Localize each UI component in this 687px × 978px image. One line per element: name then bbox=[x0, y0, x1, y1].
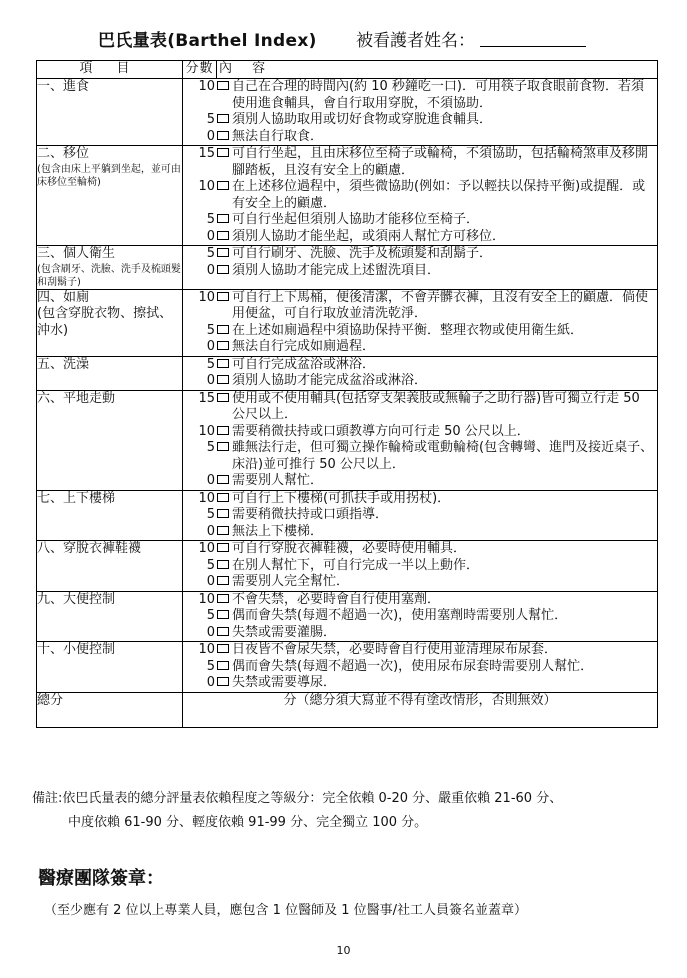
item-subtitle: (包含由床上平躺到坐起，並可由床移位至輪椅) bbox=[37, 163, 181, 188]
item-name: 五、洗澡 bbox=[37, 356, 90, 372]
option-score: 0 bbox=[206, 262, 215, 278]
item-cell bbox=[37, 390, 183, 490]
option-score: 0 bbox=[206, 574, 215, 589]
option-row bbox=[183, 608, 657, 625]
option-text: 可自行坐起，且由床移位至椅子或輪椅，不須協助，包括輪椅煞車及移開腳踏板，且沒有安全上的顧慮． bbox=[232, 146, 649, 178]
table-row bbox=[37, 541, 658, 592]
item-name: 六、平地走動 bbox=[37, 390, 116, 406]
table-row bbox=[37, 146, 658, 246]
options-cell bbox=[183, 289, 658, 356]
option-checkbox[interactable] bbox=[217, 292, 229, 301]
option-checkbox[interactable] bbox=[217, 214, 229, 223]
item-subtitle: (包含穿脫衣物、擦拭、沖水) bbox=[37, 306, 173, 338]
options-cell bbox=[183, 246, 658, 290]
col-item-header: 項 目 bbox=[37, 61, 183, 79]
signature-note: （至少應有 2 位以上專業人員，應包含 1 位醫師及 1 位醫事/社工人員簽名並蓋章） bbox=[44, 903, 527, 918]
page-title: 巴氏量表(Barthel Index) bbox=[98, 31, 317, 51]
item-cell bbox=[37, 146, 183, 246]
option-score: 10 bbox=[198, 79, 215, 94]
option-checkbox[interactable] bbox=[217, 560, 229, 569]
item-name: 七、上下樓梯 bbox=[37, 490, 116, 506]
option-score: 15 bbox=[198, 146, 215, 161]
option-text: 無法自行取食． bbox=[232, 128, 324, 144]
item-cell bbox=[37, 490, 183, 541]
option-row bbox=[183, 373, 657, 390]
options-cell bbox=[183, 79, 658, 146]
option-row bbox=[183, 473, 657, 490]
option-text: 可自行坐起但須別人協助才能移位至椅子． bbox=[232, 212, 480, 227]
option-score: 10 bbox=[198, 423, 215, 439]
option-checkbox[interactable] bbox=[217, 393, 229, 402]
option-score: 5 bbox=[206, 112, 215, 127]
item-name: 一、進食 bbox=[37, 79, 90, 94]
option-text: 需要別人完全幫忙． bbox=[232, 574, 350, 589]
option-score: 0 bbox=[206, 473, 215, 488]
option-checkbox[interactable] bbox=[217, 375, 229, 384]
option-checkbox[interactable] bbox=[217, 265, 229, 274]
option-row bbox=[183, 541, 657, 558]
option-text: 需要稍微扶持或口頭指導． bbox=[232, 507, 389, 522]
option-row bbox=[183, 290, 657, 323]
option-checkbox[interactable] bbox=[217, 81, 229, 90]
item-name: 九、大便控制 bbox=[37, 591, 116, 607]
option-text: 無法自行完成如廁過程． bbox=[232, 339, 376, 354]
remark-line-1: 備註:依巴氏量表的總分評量表依賴程度之等級分：完全依賴 0-20 分、嚴重依賴 21-60 分、 bbox=[32, 791, 563, 806]
option-score: 10 bbox=[198, 289, 215, 305]
table-header-row bbox=[37, 61, 658, 79]
option-row bbox=[183, 574, 657, 591]
option-score: 10 bbox=[198, 642, 215, 657]
option-score: 5 bbox=[206, 356, 215, 372]
option-score: 10 bbox=[198, 591, 215, 607]
options-cell bbox=[183, 591, 658, 642]
item-name: 四、如廁 bbox=[37, 289, 90, 305]
option-checkbox[interactable] bbox=[217, 248, 229, 257]
total-row bbox=[37, 692, 658, 727]
option-row bbox=[183, 642, 657, 659]
option-text: 無法上下樓梯． bbox=[232, 523, 324, 539]
option-text: 須別人協助取用或切好食物或穿脫進食輔具． bbox=[232, 112, 493, 127]
option-checkbox[interactable] bbox=[217, 341, 229, 350]
option-row bbox=[183, 212, 657, 229]
item-cell bbox=[37, 246, 183, 290]
option-row bbox=[183, 507, 657, 524]
table-row bbox=[37, 289, 658, 356]
option-text: 可自行穿脫衣褲鞋襪，必要時使用輔具． bbox=[232, 541, 467, 556]
option-row bbox=[183, 146, 657, 179]
option-row bbox=[183, 129, 657, 146]
item-cell bbox=[37, 541, 183, 592]
option-row bbox=[183, 440, 657, 473]
table-body bbox=[37, 79, 658, 693]
option-text: 失禁或需要灌腸． bbox=[232, 624, 337, 640]
item-cell bbox=[37, 79, 183, 146]
option-score: 0 bbox=[206, 624, 215, 640]
table-row bbox=[37, 642, 658, 693]
option-text: 日夜皆不會尿失禁，必要時會自行使用並清理尿布尿套． bbox=[232, 642, 558, 657]
patient-name-field[interactable] bbox=[480, 46, 586, 47]
option-score: 5 bbox=[206, 658, 215, 674]
option-text: 可自行上下樓梯(可抓扶手或用拐杖)． bbox=[232, 490, 451, 506]
page-number: 10 bbox=[336, 944, 351, 957]
option-score: 0 bbox=[206, 128, 215, 144]
option-row bbox=[183, 246, 657, 263]
option-score: 15 bbox=[198, 390, 215, 406]
option-score: 0 bbox=[206, 228, 215, 244]
option-score: 0 bbox=[206, 675, 215, 690]
option-score: 0 bbox=[206, 339, 215, 354]
option-row bbox=[183, 112, 657, 129]
option-text: 不會失禁，必要時會自行使用塞劑． bbox=[232, 591, 441, 607]
remark-line-2: 中度依賴 61-90 分、輕度依賴 91-99 分、完全獨立 100 分。 bbox=[68, 815, 428, 830]
option-text: 在上述如廁過程中須協助保持平衡．整理衣物或使用衛生紙． bbox=[232, 322, 584, 338]
barthel-table bbox=[36, 60, 658, 728]
option-score: 0 bbox=[206, 523, 215, 539]
option-text: 須別人協助才能完成盆浴或淋浴． bbox=[232, 373, 428, 388]
item-name: 八、穿脫衣褲鞋襪 bbox=[37, 541, 142, 556]
option-row bbox=[183, 558, 657, 575]
option-score: 5 bbox=[206, 608, 215, 623]
options-cell bbox=[183, 541, 658, 592]
option-score: 5 bbox=[206, 246, 215, 261]
option-row bbox=[183, 659, 657, 676]
option-score: 5 bbox=[206, 507, 215, 522]
option-text: 偶而會失禁(每週不超過一次)，使用塞劑時需要別人幫忙． bbox=[232, 608, 568, 623]
option-text: 在上述移位過程中，須些微協助(例如：予以輕扶以保持平衡)或提醒．或有安全上的顧慮． bbox=[232, 179, 646, 211]
option-checkbox[interactable] bbox=[217, 181, 229, 190]
option-text: 須別人協助才能坐起，或須兩人幫忙方可移位． bbox=[232, 228, 506, 244]
option-row bbox=[183, 625, 657, 642]
item-cell bbox=[37, 289, 183, 356]
table-row bbox=[37, 246, 658, 290]
option-checkbox[interactable] bbox=[217, 231, 229, 240]
option-checkbox[interactable] bbox=[217, 627, 229, 636]
option-text: 在別人幫忙下，可自行完成一半以上動作． bbox=[232, 557, 480, 573]
item-name: 三、個人衛生 bbox=[37, 246, 116, 261]
table-row bbox=[37, 591, 658, 642]
option-score: 5 bbox=[206, 440, 215, 455]
option-score: 10 bbox=[198, 541, 215, 556]
option-row bbox=[183, 357, 657, 374]
options-cell bbox=[183, 146, 658, 246]
option-text: 雖無法行走，但可獨立操作輪椅或電動輪椅(包含轉彎、進門及接近桌子、床沿)並可推行 50 公尺以上． bbox=[232, 440, 654, 472]
patient-name-label: 被看護者姓名： bbox=[356, 31, 475, 51]
item-name: 二、移位 bbox=[37, 146, 90, 161]
item-cell bbox=[37, 591, 183, 642]
option-checkbox[interactable] bbox=[217, 442, 229, 451]
option-text: 需要稍微扶持或口頭教導方向可行走 50 公尺以上． bbox=[232, 423, 530, 439]
option-checkbox[interactable] bbox=[217, 475, 229, 484]
table-row bbox=[37, 390, 658, 490]
option-checkbox[interactable] bbox=[217, 114, 229, 123]
option-checkbox[interactable] bbox=[217, 644, 229, 653]
header bbox=[0, 26, 687, 50]
option-checkbox[interactable] bbox=[217, 148, 229, 157]
col-score-header: 分數 bbox=[183, 61, 217, 79]
table-row bbox=[37, 490, 658, 541]
option-text: 須別人協助才能完成上述盥洗項目． bbox=[232, 262, 441, 278]
option-checkbox[interactable] bbox=[217, 131, 229, 140]
remark-note bbox=[32, 787, 662, 835]
option-score: 10 bbox=[198, 490, 215, 506]
option-score: 10 bbox=[198, 179, 215, 194]
option-text: 使用或不使用輔具(包括穿支架義肢或無輪子之助行器)皆可獨立行走 50 公尺以上． bbox=[232, 390, 640, 422]
options-cell bbox=[183, 642, 658, 693]
total-instructions[interactable]: 分（總分須大寫並不得有塗改情形，否則無效） bbox=[183, 692, 658, 727]
table-row bbox=[37, 79, 658, 146]
option-checkbox[interactable] bbox=[217, 610, 229, 619]
options-cell bbox=[183, 490, 658, 541]
option-score: 5 bbox=[206, 557, 215, 573]
option-checkbox[interactable] bbox=[217, 426, 229, 435]
col-content-header: 內 容 bbox=[217, 61, 658, 79]
item-name: 十、小便控制 bbox=[37, 642, 116, 657]
option-text: 偶而會失禁(每週不超過一次)，使用尿布尿套時需要別人幫忙． bbox=[232, 658, 594, 674]
options-cell bbox=[183, 356, 658, 390]
option-checkbox[interactable] bbox=[217, 325, 229, 334]
option-score: 5 bbox=[206, 322, 215, 338]
option-text: 可自行完成盆浴或淋浴． bbox=[232, 356, 376, 372]
option-text: 失禁或需要導尿． bbox=[232, 675, 337, 690]
option-checkbox[interactable] bbox=[217, 661, 229, 670]
option-checkbox[interactable] bbox=[217, 594, 229, 603]
option-row bbox=[183, 179, 657, 212]
item-cell bbox=[37, 642, 183, 693]
option-checkbox[interactable] bbox=[217, 359, 229, 368]
table-row bbox=[37, 356, 658, 390]
option-score: 5 bbox=[206, 212, 215, 227]
item-subtitle: (包含刷牙、洗臉、洗手及梳頭髮和刮鬍子) bbox=[37, 263, 181, 288]
option-row bbox=[183, 424, 657, 441]
option-checkbox[interactable] bbox=[217, 493, 229, 502]
option-text: 可自行刷牙、洗臉、洗手及梳頭髮和刮鬍子． bbox=[232, 246, 493, 261]
option-row bbox=[183, 675, 657, 692]
option-checkbox[interactable] bbox=[217, 677, 229, 686]
option-checkbox[interactable] bbox=[217, 509, 229, 518]
option-row bbox=[183, 323, 657, 340]
option-score: 0 bbox=[206, 373, 215, 388]
item-cell bbox=[37, 356, 183, 390]
option-text: 自己在合理的時間內(約 10 秒鐘吃一口)．可用筷子取食眼前食物．若須使用進食輔具，會自行取用穿脫，不須協助． bbox=[232, 79, 644, 111]
option-checkbox[interactable] bbox=[217, 543, 229, 552]
option-row bbox=[183, 592, 657, 609]
option-row bbox=[183, 491, 657, 508]
option-row bbox=[183, 229, 657, 246]
option-checkbox[interactable] bbox=[217, 576, 229, 585]
option-row bbox=[183, 524, 657, 541]
option-row bbox=[183, 339, 657, 356]
option-text: 可自行上下馬桶，便後清潔，不會弄髒衣褲，且沒有安全上的顧慮．倘使用便盆，可自行取放並清洗乾淨． bbox=[232, 289, 649, 321]
option-row bbox=[183, 79, 657, 112]
total-label: 總分 bbox=[37, 692, 183, 727]
option-text: 需要別人幫忙． bbox=[232, 473, 324, 488]
options-cell bbox=[183, 390, 658, 490]
option-row bbox=[183, 263, 657, 280]
signature-title: 醫療團隊簽章： bbox=[38, 868, 164, 889]
option-checkbox[interactable] bbox=[217, 526, 229, 535]
option-row bbox=[183, 391, 657, 424]
